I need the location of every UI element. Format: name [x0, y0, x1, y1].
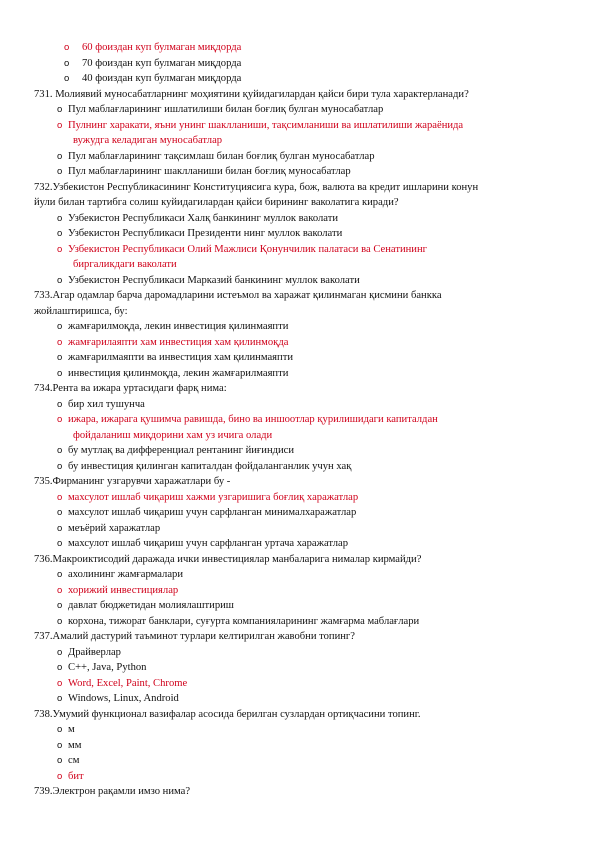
answer-option-correct — [0, 490, 595, 506]
line-text: вужудга келадиган муносабатлар — [73, 135, 223, 146]
bullet-icon: o — [57, 166, 63, 177]
bullet-icon: o — [57, 352, 63, 363]
document-page — [0, 40, 595, 800]
bullet-icon: o — [57, 398, 63, 410]
line-text: хорижий инвестициялар — [68, 584, 179, 596]
answer-option — [0, 567, 595, 583]
answer-option-correct — [0, 335, 595, 351]
answer-option — [0, 536, 595, 552]
question-text — [0, 552, 595, 568]
answer-option — [0, 521, 595, 537]
line-text: 732.Узбекистон Республикасининг Конституциясига кура, бож, валюта ва кредит ишларини конун — [34, 181, 479, 193]
bullet-icon: o — [57, 228, 63, 239]
answer-option-continuation — [0, 257, 595, 273]
bullet-icon: o — [57, 677, 63, 689]
answer-option-continuation — [0, 133, 595, 149]
line-text: 733.Агар одамлар барча даромадларини истеъмол ва харажат қилинмаган қисмини банкка — [34, 290, 442, 301]
answer-option — [0, 598, 595, 614]
bullet-icon: o — [57, 646, 63, 658]
line-text: махсулот ишлаб чиқариш хажми узгаришига боғлиқ харажатлар — [68, 491, 359, 503]
answer-option — [0, 645, 595, 661]
line-text: жамғарилмаяпти ва инвестиция хам қилинмаяпти — [68, 352, 293, 363]
question-text — [0, 304, 595, 320]
bullet-icon: o — [57, 770, 63, 782]
answer-option — [0, 211, 595, 227]
line-text: фойдаланиш миқдорини хам уз ичига олади — [73, 429, 273, 441]
bullet-icon: o — [57, 243, 63, 255]
bullet-icon: o — [57, 460, 63, 472]
answer-option — [0, 102, 595, 118]
answer-option-correct — [0, 769, 595, 785]
question-text — [0, 288, 595, 304]
question-text — [0, 629, 595, 645]
line-text: м — [68, 724, 75, 735]
bullet-icon: o — [57, 522, 63, 534]
answer-option — [0, 56, 595, 72]
question-text — [0, 381, 595, 397]
line-text: 739.Электрон рақамли имзо нима? — [34, 786, 191, 797]
bullet-icon: o — [57, 600, 63, 611]
bullet-icon: o — [57, 150, 63, 162]
question-text — [0, 87, 595, 103]
bullet-icon: o — [57, 755, 63, 766]
line-text: Узбекистон Республикаси Президенти нинг муллок ваколати — [68, 228, 343, 239]
bullet-icon: o — [64, 73, 70, 84]
line-text: инвестиция қилинмоқда, лекин жамғарилмаяпти — [68, 367, 289, 379]
line-text: махсулот ишлаб чиқариш учун сарфланган уртача харажатлар — [68, 538, 349, 549]
answer-option-correct — [0, 583, 595, 599]
answer-option — [0, 614, 595, 630]
answer-option — [0, 273, 595, 289]
bullet-icon: o — [57, 569, 63, 580]
line-text: корхона, тижорат банклари, суғурта компанияларининг жамғарма маблағлари — [68, 615, 420, 627]
answer-option — [0, 443, 595, 459]
bullet-icon: o — [57, 274, 63, 286]
line-text: бит — [68, 770, 84, 782]
bullet-icon: o — [57, 119, 63, 131]
bullet-icon: o — [57, 739, 63, 751]
line-text: бир хил тушунча — [68, 398, 145, 410]
line-text: 736.Макроиктисодий даражада ички инвестициялар манбаларига нималар кирмайди? — [34, 553, 422, 565]
bullet-icon: o — [57, 445, 63, 456]
bullet-icon: o — [64, 42, 70, 53]
answer-option — [0, 149, 595, 165]
line-text: Узбекистон Республикаси Марказий банкининг муллок ваколати — [68, 274, 360, 286]
line-text: Пул маблағларининг ишлатилиши билан боғлиқ булган муносабатлар — [68, 104, 384, 115]
answer-option — [0, 459, 595, 475]
line-text: Word, Excel, Paint, Chrome — [68, 677, 188, 689]
line-text: махсулот ишлаб чиқариш учун сарфланган минималхаражатлар — [68, 507, 357, 518]
line-text: 60 фоиздан куп булмаган миқдорда — [82, 42, 242, 53]
answer-option-continuation — [0, 428, 595, 444]
line-text: йули билан тартибга солиш куйидагилардан қайси бирининг ваколатига киради? — [34, 197, 399, 208]
bullet-icon: o — [57, 414, 63, 425]
line-text: жойлаштиришса, бу: — [34, 305, 128, 317]
answer-option — [0, 660, 595, 676]
bullet-icon: o — [57, 507, 63, 518]
line-text: мм — [68, 739, 82, 751]
line-text: Узбекистон Республикаси Халқ банкининг муллок ваколати — [68, 212, 339, 224]
answer-option — [0, 226, 595, 242]
bullet-icon: o — [57, 104, 63, 115]
question-text — [0, 180, 595, 196]
line-text: 735.Фирманинг узгарувчи харажатлари бу - — [34, 476, 231, 487]
line-text: Пулнинг харакати, яъни унинг шаклланиши, тақсимланиши ва ишлатилиши жараёнида — [68, 119, 464, 131]
line-text: Пул маблағларининг тақсимлаш билан боғлиқ булган муносабатлар — [68, 150, 375, 162]
answer-option — [0, 71, 595, 87]
question-text — [0, 707, 595, 723]
answer-option — [0, 753, 595, 769]
bullet-icon: o — [57, 367, 63, 379]
line-text: давлат бюджетидан молиялаштириш — [68, 600, 234, 611]
bullet-icon: o — [57, 693, 63, 704]
answer-option — [0, 350, 595, 366]
bullet-icon: o — [57, 336, 63, 348]
bullet-icon: o — [57, 662, 63, 673]
bullet-icon: o — [57, 321, 63, 332]
line-text: 738.Умумий функционал вазифалар асосида берилган сузлардан ортиқчасини топинг. — [34, 708, 421, 720]
answer-option — [0, 397, 595, 413]
answer-option — [0, 738, 595, 754]
line-text: C++, Java, Python — [68, 662, 147, 673]
answer-option — [0, 164, 595, 180]
line-text: 40 фоиздан куп булмаган миқдорда — [82, 73, 242, 84]
line-text: Windows, Linux, Android — [68, 693, 179, 704]
question-text — [0, 474, 595, 490]
line-text: жамғарилмоқда, лекин инвестиция қилинмаяпти — [68, 321, 289, 332]
bullet-icon: o — [57, 538, 63, 549]
line-text: 734.Рента ва ижара уртасидаги фарқ нима: — [34, 383, 227, 394]
question-text — [0, 784, 595, 800]
line-text: см — [68, 755, 80, 766]
answer-option-correct — [0, 118, 595, 134]
question-text — [0, 195, 595, 211]
line-text: 737.Амалий дастурий таъминот турлари келтирилган жавобни топинг? — [34, 631, 355, 642]
line-text: биргаликдаги ваколати — [73, 259, 177, 270]
line-text: бу инвестиция қилинган капиталдан фойдаланганлик учун хақ — [68, 460, 352, 472]
answer-option — [0, 319, 595, 335]
answer-option-correct — [0, 676, 595, 692]
line-text: 70 фоиздан куп булмаган миқдорда — [82, 57, 242, 69]
line-text: ахолининг жамғармалари — [68, 569, 183, 580]
bullet-icon: o — [57, 212, 63, 224]
line-text: меъёрий харажатлар — [68, 522, 161, 534]
answer-option — [0, 691, 595, 707]
bullet-icon: o — [57, 584, 63, 596]
line-text: бу мутлақ ва дифференциал рентанинг йиғиндиси — [68, 445, 295, 456]
line-text: Узбекистон Республикаси Олий Мажлиси Қонунчилик палатаси ва Сенатининг — [68, 243, 427, 255]
answer-option-correct — [0, 242, 595, 258]
answer-option — [0, 505, 595, 521]
bullet-icon: o — [64, 57, 70, 69]
line-text: 731. Молиявий муносабатларнинг моҳиятини қуйидагилардан қайси бири тула характерланади? — [34, 88, 469, 100]
answer-option — [0, 722, 595, 738]
bullet-icon: o — [57, 491, 63, 503]
line-text: Пул маблағларининг шаклланиши билан боғлиқ муносабатлар — [68, 166, 351, 177]
bullet-icon: o — [57, 615, 63, 627]
line-text: ижара, ижарага қушимча равишда, бино ва иншоотлар қурилишидаги капиталдан — [68, 414, 438, 425]
line-text: жамғарилаяпти хам инвестиция хам қилинмоқда — [68, 336, 289, 348]
bullet-icon: o — [57, 724, 63, 735]
answer-option-correct — [0, 412, 595, 428]
answer-option — [0, 366, 595, 382]
answer-option-correct — [0, 40, 595, 56]
line-text: Драйверлар — [68, 646, 121, 658]
